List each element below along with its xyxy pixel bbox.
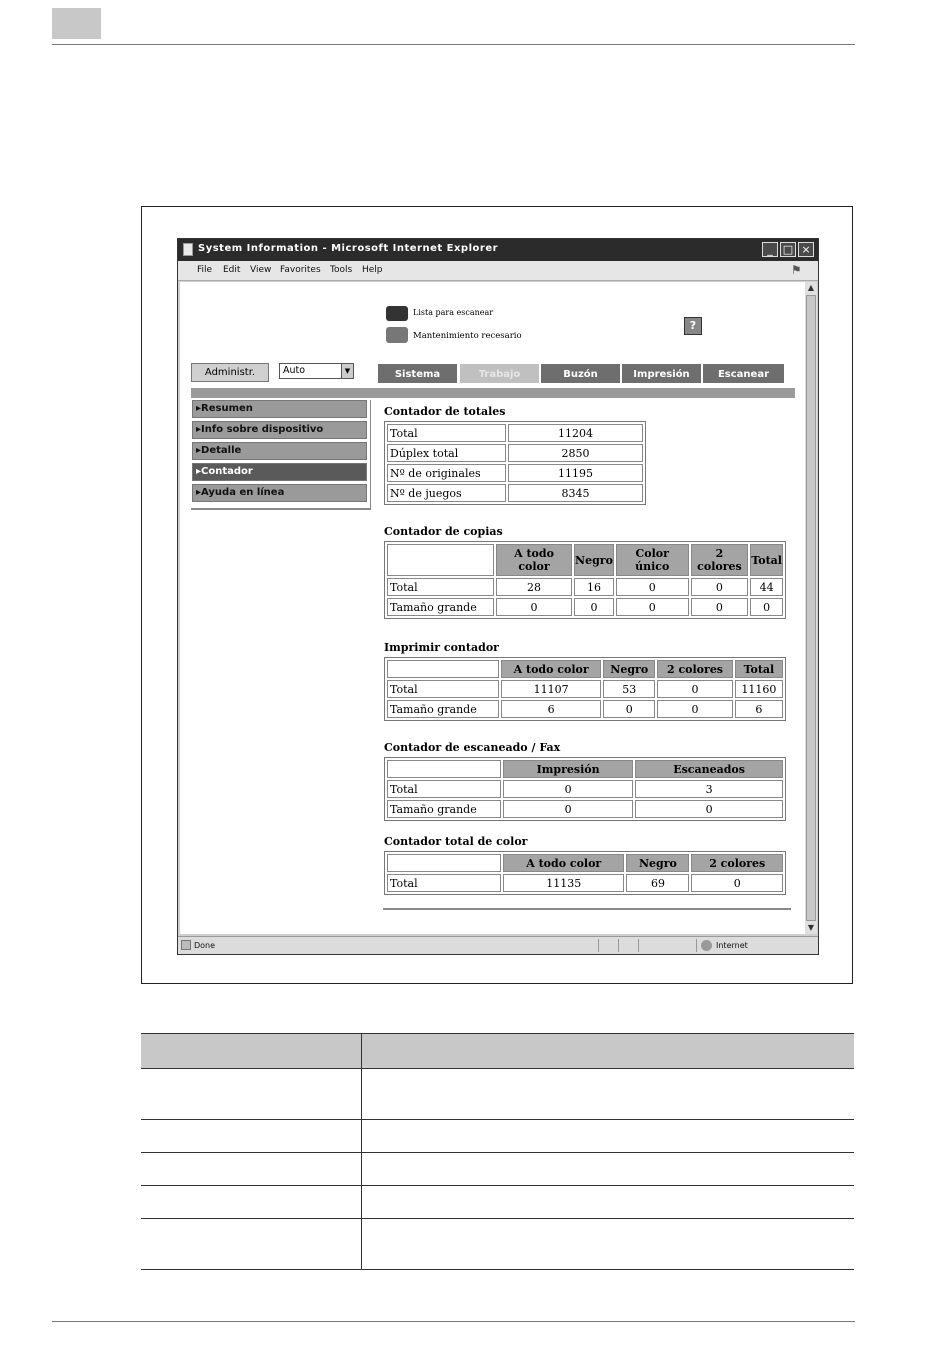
status-divider bbox=[618, 939, 619, 952]
cell-value: 0 bbox=[603, 700, 655, 718]
cell-value: 11160 bbox=[735, 680, 783, 698]
cell-value: 0 bbox=[657, 700, 733, 718]
column-header: Total bbox=[750, 544, 783, 576]
internet-zone-icon bbox=[701, 940, 712, 951]
printer-maintenance-icon bbox=[386, 327, 408, 343]
column-header: Escaneados bbox=[635, 760, 783, 778]
cell-value: 0 bbox=[503, 800, 633, 818]
table-row bbox=[387, 700, 783, 718]
document-table-row bbox=[141, 1068, 854, 1120]
cell-value: 0 bbox=[691, 874, 783, 892]
browser-window bbox=[177, 238, 819, 955]
cell-value: 28 bbox=[496, 578, 572, 596]
table-row bbox=[387, 578, 783, 596]
close-icon[interactable]: × bbox=[798, 242, 814, 257]
tab-escanear[interactable]: Escanear bbox=[702, 363, 785, 384]
minimize-icon[interactable]: _ bbox=[762, 242, 778, 257]
sidebar-item-resumen[interactable]: ▸Resumen bbox=[192, 400, 367, 418]
row-label: Nº de juegos bbox=[387, 484, 506, 502]
document-table-row bbox=[141, 1218, 854, 1270]
sidebar-item-contador[interactable]: ▸Contador bbox=[192, 463, 367, 481]
color-total-table bbox=[384, 851, 786, 895]
empty-header-cell bbox=[387, 760, 501, 778]
table-row bbox=[387, 780, 783, 798]
chapter-tab bbox=[52, 8, 101, 39]
cell-value: 3 bbox=[635, 780, 783, 798]
scanner-icon bbox=[386, 306, 408, 321]
document-table-row bbox=[141, 1185, 854, 1219]
menu-favorites[interactable]: Favorites bbox=[280, 265, 321, 275]
row-label: Dúplex total bbox=[387, 444, 506, 462]
table-row bbox=[387, 598, 783, 616]
table-row bbox=[387, 464, 643, 482]
cell-value: 53 bbox=[603, 680, 655, 698]
column-header: 2 colores bbox=[657, 660, 733, 678]
menu-bar bbox=[178, 261, 818, 281]
sidebar-divider bbox=[191, 508, 370, 510]
row-label: Tamaño grande bbox=[387, 598, 494, 616]
cell-value: 0 bbox=[503, 780, 633, 798]
column-header: Color único bbox=[616, 544, 689, 576]
sidebar-vertical-divider bbox=[370, 400, 371, 510]
cell-value: 11195 bbox=[508, 464, 643, 482]
column-header: Negro bbox=[574, 544, 614, 576]
color-total-title: Contador total de color bbox=[384, 835, 528, 848]
table-header-row bbox=[387, 660, 783, 678]
column-header: Negro bbox=[626, 854, 689, 872]
table-row bbox=[387, 424, 643, 442]
chevron-down-icon[interactable]: ▼ bbox=[341, 364, 353, 378]
column-header: Total bbox=[735, 660, 783, 678]
scan-fax-title: Contador de escaneado / Fax bbox=[384, 741, 561, 754]
maximize-icon[interactable]: □ bbox=[780, 242, 796, 257]
cell-value: 0 bbox=[616, 578, 689, 596]
row-label: Tamaño grande bbox=[387, 800, 501, 818]
scroll-down-icon[interactable]: ▼ bbox=[807, 923, 815, 932]
cell-value: 0 bbox=[496, 598, 572, 616]
column-header: A todo color bbox=[501, 660, 601, 678]
copies-table bbox=[384, 541, 786, 619]
status-divider bbox=[598, 939, 599, 952]
totals-title: Contador de totales bbox=[384, 405, 506, 418]
row-label: Total bbox=[387, 424, 506, 442]
cell-value: 8345 bbox=[508, 484, 643, 502]
row-label: Tamaño grande bbox=[387, 700, 499, 718]
cell-value: 0 bbox=[616, 598, 689, 616]
content-bottom-rule bbox=[383, 908, 791, 910]
windows-logo-icon: ⚑ bbox=[792, 263, 801, 277]
cell-value: 0 bbox=[657, 680, 733, 698]
sidebar-item-ayuda[interactable]: ▸Ayuda en línea bbox=[192, 484, 367, 502]
row-label: Total bbox=[387, 578, 494, 596]
tab-sistema[interactable]: Sistema bbox=[377, 363, 458, 384]
cell-value: 44 bbox=[750, 578, 783, 596]
empty-header-cell bbox=[387, 854, 501, 872]
row-label: Total bbox=[387, 780, 501, 798]
sidebar-item-info-dispositivo[interactable]: ▸Info sobre dispositivo bbox=[192, 421, 367, 439]
menu-help[interactable]: Help bbox=[362, 265, 383, 275]
document-table-header bbox=[141, 1033, 854, 1069]
sidebar-item-label: Resumen bbox=[201, 403, 253, 414]
tab-underline-bar bbox=[191, 388, 795, 398]
empty-header-cell bbox=[387, 660, 499, 678]
language-select-value: Auto bbox=[283, 365, 306, 376]
scroll-thumb[interactable] bbox=[806, 295, 816, 921]
sidebar-item-label: Ayuda en línea bbox=[201, 487, 285, 498]
admin-mode-button[interactable]: Administr. bbox=[191, 363, 269, 382]
column-header: Impresión bbox=[503, 760, 633, 778]
sidebar-item-label: Detalle bbox=[201, 445, 242, 456]
column-header: A todo color bbox=[503, 854, 624, 872]
help-button[interactable]: ? bbox=[684, 317, 702, 335]
row-label: Total bbox=[387, 874, 501, 892]
page-done-icon bbox=[181, 940, 191, 950]
empty-header-cell bbox=[387, 544, 494, 576]
tab-trabajo[interactable]: Trabajo bbox=[459, 363, 540, 384]
print-title: Imprimir contador bbox=[384, 641, 499, 654]
cell-value: 11135 bbox=[503, 874, 624, 892]
scan-ready-label: Lista para escanear bbox=[413, 308, 494, 317]
cell-value: 6 bbox=[735, 700, 783, 718]
header-rule bbox=[52, 44, 855, 45]
table-row bbox=[387, 874, 783, 892]
copies-title: Contador de copias bbox=[384, 525, 503, 538]
cell-value: 2850 bbox=[508, 444, 643, 462]
web-content bbox=[180, 282, 805, 934]
table-row bbox=[387, 680, 783, 698]
table-row bbox=[387, 444, 643, 462]
table-row bbox=[387, 484, 643, 502]
column-header: 2 colores bbox=[691, 544, 749, 576]
table-row bbox=[387, 800, 783, 818]
security-zone-label: Internet bbox=[716, 941, 748, 950]
status-text: Done bbox=[194, 941, 216, 950]
cell-value: 0 bbox=[635, 800, 783, 818]
status-divider bbox=[696, 939, 697, 952]
document-table-row bbox=[141, 1120, 854, 1153]
print-table bbox=[384, 657, 786, 721]
status-divider bbox=[638, 939, 639, 952]
document-table-column-divider bbox=[361, 1033, 362, 1269]
cell-value: 0 bbox=[691, 578, 749, 596]
language-select[interactable] bbox=[279, 363, 354, 379]
cell-value: 0 bbox=[691, 598, 749, 616]
table-header-row bbox=[387, 760, 783, 778]
menu-file[interactable]: File bbox=[197, 265, 213, 275]
scan-fax-table bbox=[384, 757, 786, 821]
row-label: Total bbox=[387, 680, 499, 698]
row-label: Nº de originales bbox=[387, 464, 506, 482]
tab-impresion[interactable]: Impresión bbox=[621, 363, 702, 384]
cell-value: 16 bbox=[574, 578, 614, 596]
cell-value: 11107 bbox=[501, 680, 601, 698]
column-header: A todo color bbox=[496, 544, 572, 576]
totals-table bbox=[384, 421, 646, 505]
footer-rule bbox=[52, 1321, 855, 1322]
sidebar-item-label: Contador bbox=[201, 466, 253, 477]
cell-value: 0 bbox=[750, 598, 783, 616]
menu-view[interactable]: View bbox=[250, 265, 272, 275]
table-header-row bbox=[387, 854, 783, 872]
cell-value: 6 bbox=[501, 700, 601, 718]
column-header: Negro bbox=[603, 660, 655, 678]
cell-value: 0 bbox=[574, 598, 614, 616]
cell-value: 11204 bbox=[508, 424, 643, 442]
scroll-up-icon[interactable]: ▲ bbox=[807, 283, 815, 292]
sidebar-item-detalle[interactable]: ▸Detalle bbox=[192, 442, 367, 460]
table-header-row bbox=[387, 544, 783, 576]
status-bar bbox=[178, 936, 818, 954]
maintenance-label: Mantenimiento recesario bbox=[413, 331, 522, 341]
title-bar[interactable] bbox=[178, 239, 818, 261]
column-header: 2 colores bbox=[691, 854, 783, 872]
page-icon bbox=[183, 243, 193, 256]
document-table-row bbox=[141, 1153, 854, 1185]
menu-edit[interactable]: Edit bbox=[223, 265, 241, 275]
sidebar-item-label: Info sobre dispositivo bbox=[201, 424, 324, 435]
cell-value: 69 bbox=[626, 874, 689, 892]
vertical-scrollbar[interactable] bbox=[805, 282, 817, 934]
tab-buzon[interactable]: Buzón bbox=[540, 363, 621, 384]
window-title: System Information - Microsoft Internet Explorer bbox=[198, 243, 499, 254]
menu-tools[interactable]: Tools bbox=[330, 265, 353, 275]
